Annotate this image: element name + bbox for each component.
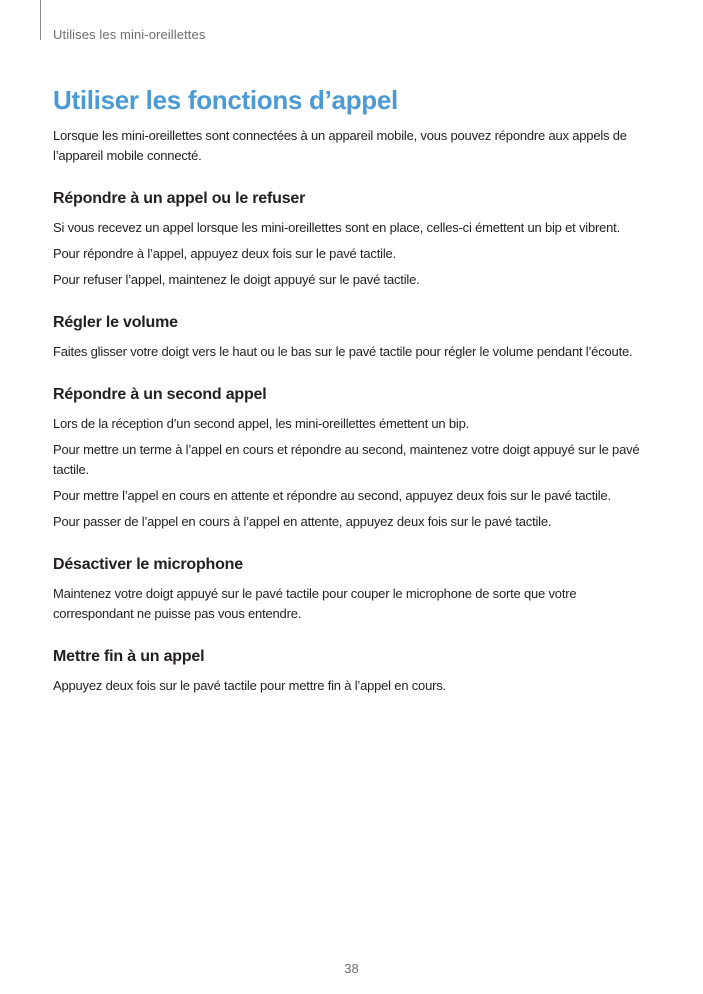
section-heading: Répondre à un appel ou le refuser (53, 190, 306, 207)
section-second-call (53, 384, 653, 532)
paragraph: Faites glisser votre doigt vers le haut ou le bas sur le pavé tactile pour régler le volume pendant l’écoute. (53, 344, 633, 359)
intro-paragraph: Lorsque les mini-oreillettes sont connectées à un appareil mobile, vous pouvez répondre aux appels de l’appareil mobile connecté. (53, 128, 627, 163)
paragraph: Lors de la réception d’un second appel, les mini-oreillettes émettent un bip. (53, 416, 470, 431)
page-number: 38 (344, 961, 359, 976)
section-heading: Régler le volume (53, 314, 178, 331)
page-title: Utiliser les fonctions d’appel (53, 85, 398, 115)
paragraph: Appuyez deux fois sur le pavé tactile pour mettre fin à l’appel en cours. (53, 678, 446, 693)
paragraph: Pour répondre à l’appel, appuyez deux fois sur le pavé tactile. (53, 246, 396, 261)
running-head: Utilises les mini-oreillettes (53, 27, 206, 42)
paragraph: Maintenez votre doigt appuyé sur le pavé tactile pour couper le microphone de sorte que votre correspondant ne puisse pas vous entendre. (53, 586, 577, 621)
section-heading: Désactiver le microphone (53, 556, 243, 573)
section-heading: Répondre à un second appel (53, 386, 267, 403)
page-content (53, 80, 653, 702)
section-volume (53, 312, 653, 362)
paragraph: Pour refuser l’appel, maintenez le doigt appuyé sur le pavé tactile. (53, 272, 420, 287)
section-answer-reject (53, 188, 653, 290)
section-end-call (53, 646, 653, 696)
margin-rule (40, 0, 41, 40)
paragraph: Pour mettre l’appel en cours en attente et répondre au second, appuyez deux fois sur le pavé tactile. (53, 488, 611, 503)
paragraph: Si vous recevez un appel lorsque les mini-oreillettes sont en place, celles-ci émettent un bip et vibrent. (53, 220, 620, 235)
paragraph: Pour passer de l’appel en cours à l’appel en attente, appuyez deux fois sur le pavé tactile. (53, 514, 552, 529)
paragraph: Pour mettre un terme à l’appel en cours et répondre au second, maintenez votre doigt appuyé sur le pavé tactile. (53, 442, 640, 477)
section-heading: Mettre fin à un appel (53, 648, 205, 665)
section-mute-microphone (53, 554, 653, 624)
